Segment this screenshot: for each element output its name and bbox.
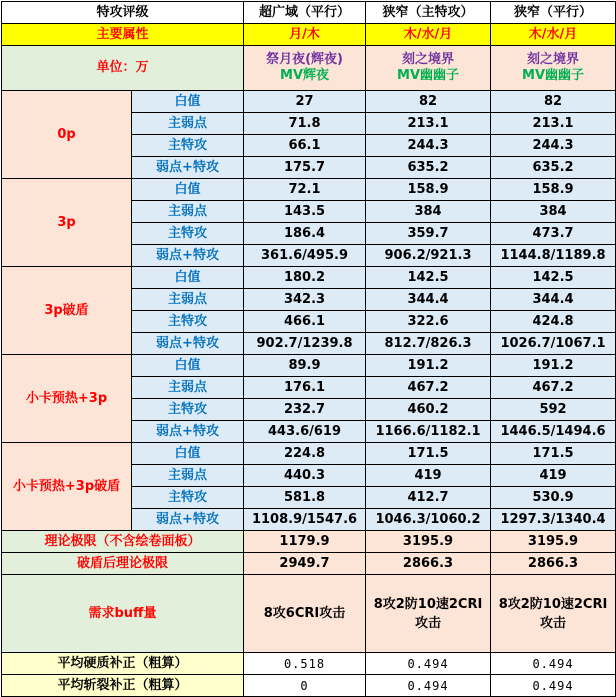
buff-value-2: [366, 575, 491, 653]
buff-line: 攻击: [540, 615, 567, 631]
metric-value: 1026.7/1067.1: [491, 333, 616, 355]
hard-correction-value: 0.494: [491, 653, 616, 675]
buff-line: 8攻2防10速2CRI: [498, 596, 608, 612]
metric-label: 弱点+特攻: [132, 157, 244, 179]
metric-value: 1108.9/1547.6: [244, 509, 366, 531]
slash-correction-row: [2, 675, 616, 697]
card-name: 祭月夜(辉夜): [266, 52, 343, 67]
metric-value: 384: [366, 201, 491, 223]
metric-label: 主特攻: [132, 135, 244, 157]
header-row: [2, 2, 616, 24]
metric-value: 460.2: [366, 399, 491, 421]
metric-value: 158.9: [366, 179, 491, 201]
hard-correction-value: 0.518: [244, 653, 366, 675]
metric-value: 344.4: [366, 289, 491, 311]
slash-correction-value: 0.494: [491, 675, 616, 697]
mv-name: MV幽幽子: [522, 68, 585, 83]
card-name: 刻之境界: [402, 52, 455, 67]
metric-label: 白值: [132, 355, 244, 377]
group-row: [2, 267, 616, 289]
metric-value: 361.6/495.9: [244, 245, 366, 267]
buff-label: 需求buff量: [2, 575, 244, 653]
metric-value: 581.8: [244, 487, 366, 509]
group-label: 0p: [2, 91, 132, 179]
metric-label: 主特攻: [132, 311, 244, 333]
group-row: [2, 91, 616, 113]
metric-value: 812.7/826.3: [366, 333, 491, 355]
broken-limit-value: 2866.3: [491, 553, 616, 575]
metric-value: 412.7: [366, 487, 491, 509]
group-label: 小卡预热+3p破盾: [2, 443, 132, 531]
col-header-wide-parallel: 超广域（平行）: [244, 2, 366, 24]
metric-value: 443.6/619: [244, 421, 366, 443]
buff-value-3: [491, 575, 616, 653]
metric-value: 191.2: [491, 355, 616, 377]
metric-label: 白值: [132, 267, 244, 289]
group-label: 3p破盾: [2, 267, 132, 355]
metric-value: 440.3: [244, 465, 366, 487]
metric-label: 白值: [132, 91, 244, 113]
metric-value: 213.1: [366, 113, 491, 135]
unit-card-3: [491, 46, 616, 91]
buff-line: 8攻2防10速2CRI: [373, 596, 483, 612]
metric-value: 1144.8/1189.8: [491, 245, 616, 267]
rating-table: [1, 1, 616, 697]
hard-correction-row: [2, 653, 616, 675]
metric-value: 66.1: [244, 135, 366, 157]
metric-value: 143.5: [244, 201, 366, 223]
broken-limit-row: [2, 553, 616, 575]
attribute-value: 木/水/月: [491, 24, 616, 46]
metric-label: 弱点+特攻: [132, 245, 244, 267]
group-label: 3p: [2, 179, 132, 267]
attribute-value: 月/木: [244, 24, 366, 46]
metric-label: 白值: [132, 443, 244, 465]
theory-limit-value: 1179.9: [244, 531, 366, 553]
metric-value: 1446.5/1494.6: [491, 421, 616, 443]
metric-label: 主特攻: [132, 223, 244, 245]
unit-card-1: [244, 46, 366, 91]
broken-limit-label: 破盾后理论极限: [2, 553, 244, 575]
metric-value: 466.1: [244, 311, 366, 333]
metric-value: 342.3: [244, 289, 366, 311]
metric-value: 906.2/921.3: [366, 245, 491, 267]
broken-limit-value: 2949.7: [244, 553, 366, 575]
col-header-narrow-parallel: 狭窄（平行）: [491, 2, 616, 24]
buff-value: 8攻6CRI攻击: [244, 575, 366, 653]
metric-value: 142.5: [491, 267, 616, 289]
group-label: 小卡预热+3p: [2, 355, 132, 443]
metric-value: 419: [491, 465, 616, 487]
metric-value: 1046.3/1060.2: [366, 509, 491, 531]
group-row: [2, 179, 616, 201]
slash-correction-label: 平均斩裂补正（粗算）: [2, 675, 244, 697]
theory-limit-value: 3195.9: [491, 531, 616, 553]
unit-label: 单位：万: [2, 46, 244, 91]
card-name: 刻之境界: [527, 52, 580, 67]
metric-value: 89.9: [244, 355, 366, 377]
metric-value: 473.7: [491, 223, 616, 245]
metric-value: 359.7: [366, 223, 491, 245]
metric-value: 344.4: [491, 289, 616, 311]
metric-label: 弱点+特攻: [132, 509, 244, 531]
metric-value: 902.7/1239.8: [244, 333, 366, 355]
attribute-label: 主要属性: [2, 24, 244, 46]
metric-label: 白值: [132, 179, 244, 201]
metric-value: 232.7: [244, 399, 366, 421]
group-row: [2, 443, 616, 465]
mv-name: MV辉夜: [280, 68, 330, 83]
metric-value: 467.2: [366, 377, 491, 399]
theory-limit-label: 理论极限（不含绘卷面板）: [2, 531, 244, 553]
metric-value: 635.2: [491, 157, 616, 179]
mv-name: MV幽幽子: [397, 68, 460, 83]
metric-value: 322.6: [366, 311, 491, 333]
metric-value: 82: [491, 91, 616, 113]
hard-correction-value: 0.494: [366, 653, 491, 675]
metric-value: 180.2: [244, 267, 366, 289]
metric-value: 142.5: [366, 267, 491, 289]
metric-value: 176.1: [244, 377, 366, 399]
metric-value: 592: [491, 399, 616, 421]
metric-value: 1166.6/1182.1: [366, 421, 491, 443]
metric-value: 384: [491, 201, 616, 223]
metric-value: 467.2: [491, 377, 616, 399]
group-row: [2, 355, 616, 377]
metric-value: 213.1: [491, 113, 616, 135]
metric-value: 171.5: [366, 443, 491, 465]
attribute-row: [2, 24, 616, 46]
metric-value: 424.8: [491, 311, 616, 333]
theory-limit-value: 3195.9: [366, 531, 491, 553]
metric-label: 主特攻: [132, 399, 244, 421]
buff-row: [2, 575, 616, 653]
hard-correction-label: 平均硬质补正（粗算）: [2, 653, 244, 675]
metric-value: 244.3: [366, 135, 491, 157]
metric-label: 弱点+特攻: [132, 333, 244, 355]
metric-label: 主弱点: [132, 289, 244, 311]
unit-row: [2, 46, 616, 91]
metric-value: 191.2: [366, 355, 491, 377]
metric-value: 71.8: [244, 113, 366, 135]
col-header-narrow-main: 狭窄（主特攻）: [366, 2, 491, 24]
metric-label: 主特攻: [132, 487, 244, 509]
metric-value: 27: [244, 91, 366, 113]
metric-value: 244.3: [491, 135, 616, 157]
slash-correction-value: 0.494: [366, 675, 491, 697]
slash-correction-value: 0: [244, 675, 366, 697]
metric-label: 主弱点: [132, 465, 244, 487]
metric-label: 主弱点: [132, 377, 244, 399]
metric-value: 171.5: [491, 443, 616, 465]
metric-value: 224.8: [244, 443, 366, 465]
metric-value: 635.2: [366, 157, 491, 179]
rating-label: 特攻评级: [2, 2, 244, 24]
unit-card-2: [366, 46, 491, 91]
metric-label: 弱点+特攻: [132, 421, 244, 443]
theory-limit-row: [2, 531, 616, 553]
metric-value: 1297.3/1340.4: [491, 509, 616, 531]
buff-line: 攻击: [415, 615, 442, 631]
metric-value: 72.1: [244, 179, 366, 201]
metric-label: 主弱点: [132, 201, 244, 223]
metric-value: 419: [366, 465, 491, 487]
metric-label: 主弱点: [132, 113, 244, 135]
metric-value: 530.9: [491, 487, 616, 509]
metric-value: 82: [366, 91, 491, 113]
metric-value: 186.4: [244, 223, 366, 245]
metric-value: 175.7: [244, 157, 366, 179]
attribute-value: 木/水/月: [366, 24, 491, 46]
metric-value: 158.9: [491, 179, 616, 201]
broken-limit-value: 2866.3: [366, 553, 491, 575]
